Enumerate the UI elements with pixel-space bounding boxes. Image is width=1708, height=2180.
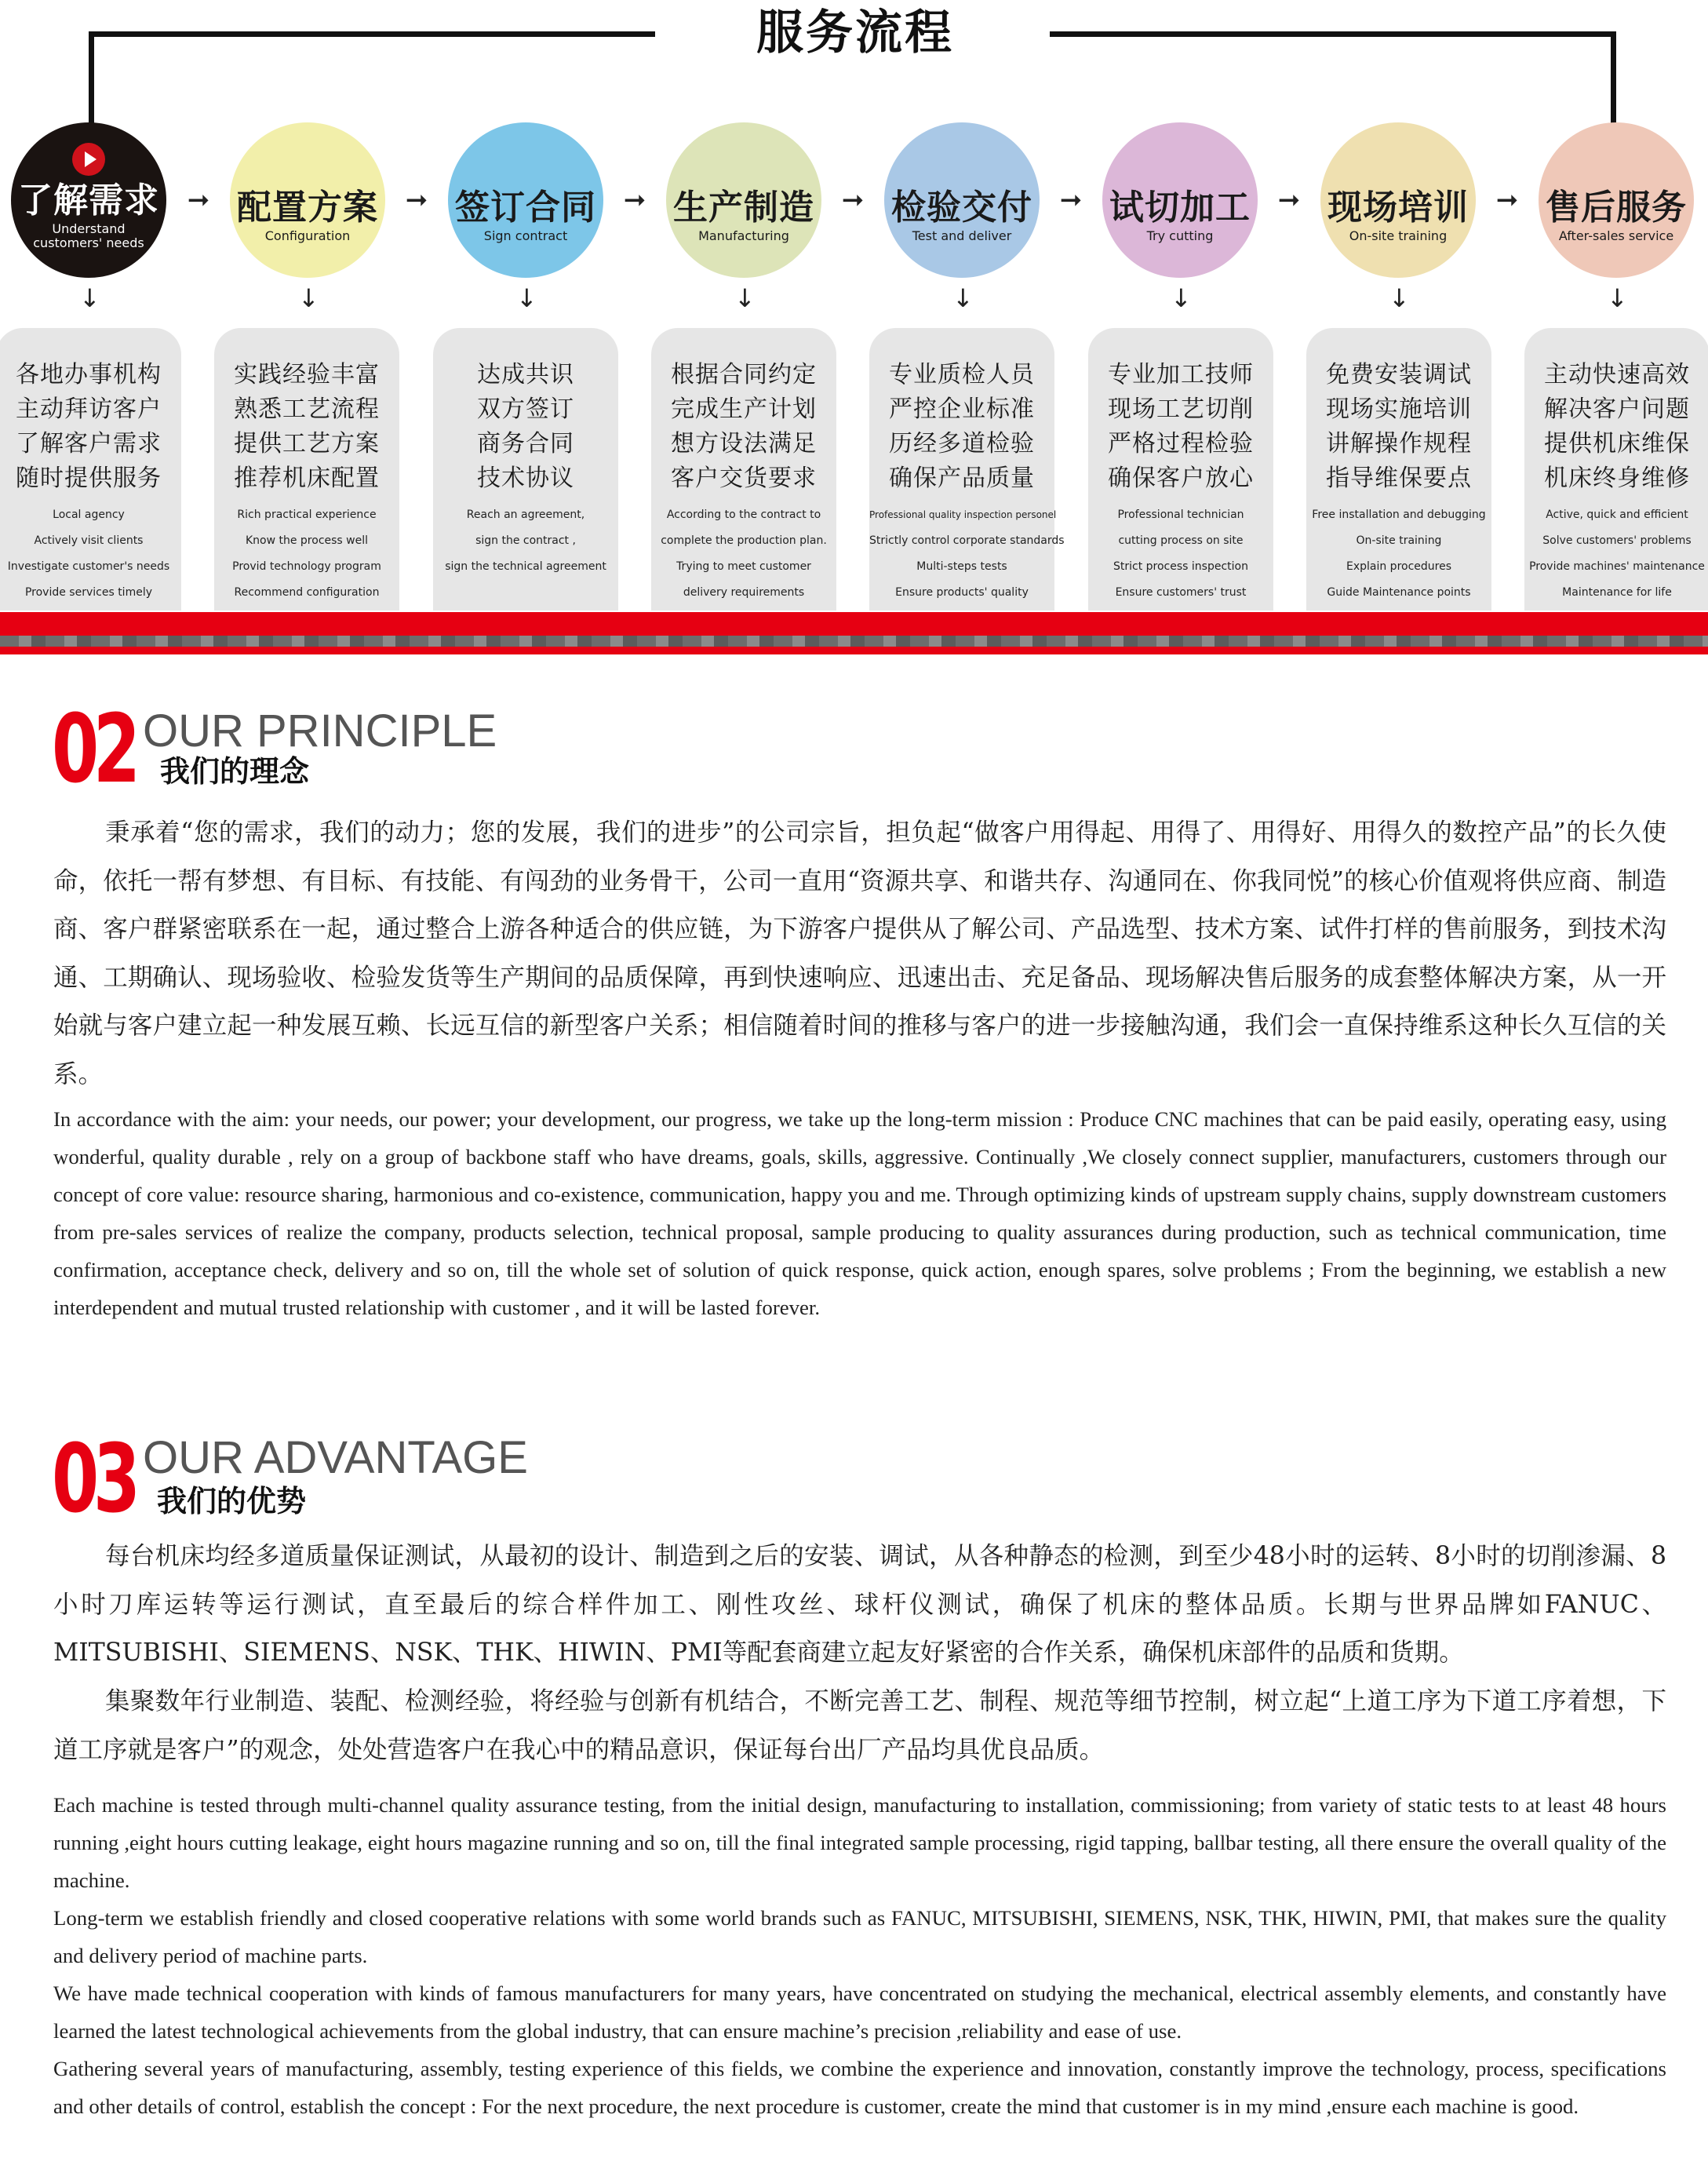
box-en-line: Professional quality inspection personel xyxy=(869,509,1057,520)
box-line: 商务合同 xyxy=(477,430,574,458)
section-title-zh: 我们的优势 xyxy=(157,1484,307,1518)
box-en-line: Active, quick and efficient xyxy=(1546,509,1688,521)
box-line: 提供工艺方案 xyxy=(234,430,380,458)
box-line: 专业加工技师 xyxy=(1108,361,1254,388)
box-line: 双方签订 xyxy=(477,396,574,423)
box-line: 了解客户需求 xyxy=(16,430,162,458)
step-box-sign-contract xyxy=(433,328,618,611)
box-line: 确保客户放心 xyxy=(1108,465,1254,492)
step-circle-configuration xyxy=(230,122,385,278)
box-en-line: sign the technical agreement xyxy=(445,560,606,573)
step-circle-onsite-training xyxy=(1320,122,1476,278)
box-line: 客户交货要求 xyxy=(671,465,817,492)
step-subtitle: Test and deliver xyxy=(912,228,1012,243)
arrow-down-icon: ↓ xyxy=(1171,283,1192,313)
box-en-line: Local agency xyxy=(53,509,125,521)
step-title: 生产制造 xyxy=(673,187,814,228)
advantage-text-zh-2: 集聚数年行业制造、装配、检测经验，将经验与创新有机结合，不断完善工艺、制程、规范等细节控制，树立起“上道工序为下道工序着想，下道工序就是客户”的观念，处处营造客户在我心中的精品意识，保证每台出厂产品均具优良品质。 xyxy=(53,1687,1666,1764)
box-en-line: delivery requirements xyxy=(683,586,805,599)
arrow-down-icon: ↓ xyxy=(1607,283,1628,313)
section-title-zh: 我们的理念 xyxy=(160,754,310,789)
step-title: 试切加工 xyxy=(1109,187,1251,228)
box-line: 指导维保要点 xyxy=(1326,465,1472,492)
box-line: 免费安装调试 xyxy=(1326,361,1472,388)
box-en-line: Ensure customers' trust xyxy=(1115,586,1247,599)
box-en-line: Actively visit clients xyxy=(34,534,144,547)
red-band-bottom xyxy=(0,647,1708,654)
box-line: 严格过程检验 xyxy=(1108,430,1254,458)
box-line: 现场工艺切削 xyxy=(1108,396,1254,423)
box-line: 实践经验丰富 xyxy=(234,361,380,388)
step-subtitle: Understand customers' needs xyxy=(33,221,144,251)
step-subtitle: Try cutting xyxy=(1146,228,1214,243)
step-circle-understand-needs xyxy=(11,122,166,278)
box-en-line: According to the contract to xyxy=(666,509,821,521)
box-line: 历经多道检验 xyxy=(889,430,1035,458)
step-box-understand-needs xyxy=(0,328,181,611)
arrow-down-icon: ↓ xyxy=(1389,283,1410,313)
arrow-right-icon: ➞ xyxy=(1277,184,1301,216)
section-number: 02 xyxy=(52,695,135,804)
step-circle-manufacturing xyxy=(666,122,821,278)
box-en-line: Maintenance for life xyxy=(1562,586,1672,599)
advantage-text-en-2: Long-term we establish friendly and closed cooperative relations with some world brands such as FANUC, MITSUBISHI, SIEMENS, NSK, THK, HIWIN, PMI, that makes sure the quality and delivery period of machine parts. xyxy=(53,1906,1666,1967)
section-title-en: OUR ADVANTAGE xyxy=(143,1432,528,1483)
box-en-line: Investigate customer's needs xyxy=(7,560,170,573)
box-line: 严控企业标准 xyxy=(889,396,1035,423)
step-subtitle: On-site training xyxy=(1349,228,1448,243)
arrow-right-icon: ➞ xyxy=(1059,184,1083,216)
advantage-text-en-3: We have made technical cooperation with kinds of famous manufacturers for many years, have concentrated on studying the mechanical, electrical assembly elements, and constantly have learned the latest technological achievements from the global industry, that can ensure machine’s precision ,reliability and ease of use. xyxy=(53,1981,1666,2043)
principle-text-en: In accordance with the aim: your needs, our power; your development, our progress, we take up the long-term mission : Produce CNC machines that can be paid easily, operating easy, using wonderful, quality durable , rely on a group of backbone staff who have dreams, goals, skills, aggressive. Continually ,We closely connect supplier, manufacturers, customers through our concept of core value: resource sharing, harmonious and co-existence, communication, happy you and me. Through optimizing kinds of upstream supply chains, supply downstream customers from pre-sales services of realize the company, products selection, technical proposal, sample producing to quality assurances during production, such as technical communication, time confirmation, acceptance check, delivery and so on, till the whole set of solution of quick response, quick action, enough spares, solve problems ; From the beginning, we establish a new interdependent and mutual trusted relationship with customer , and it will be lasted forever. xyxy=(53,1107,1666,1319)
header-line-left-vertical xyxy=(89,31,94,133)
box-en-line: Professional technician xyxy=(1117,509,1244,521)
step-box-test-deliver xyxy=(869,328,1065,611)
step-box-onsite-training xyxy=(1306,328,1491,611)
box-en-line: Recommend configuration xyxy=(234,586,380,599)
arrow-down-icon: ↓ xyxy=(952,283,974,313)
step-subtitle: Manufacturing xyxy=(698,228,789,243)
box-en-line: On-site training xyxy=(1356,534,1442,547)
step-title: 配置方案 xyxy=(237,187,378,228)
box-line: 技术协议 xyxy=(477,465,574,492)
header-line-left xyxy=(89,31,655,37)
gray-band xyxy=(0,636,1708,647)
step-title: 售后服务 xyxy=(1546,187,1687,228)
box-line: 讲解操作规程 xyxy=(1326,430,1472,458)
box-line: 提供机床维保 xyxy=(1544,430,1690,458)
arrow-down-icon: ↓ xyxy=(734,283,756,313)
box-en-line: Free installation and debugging xyxy=(1312,509,1486,521)
box-en-line: Explain procedures xyxy=(1346,560,1452,573)
step-subtitle: Sign contract xyxy=(483,228,568,243)
section-number: 03 xyxy=(52,1425,135,1534)
step-title: 签订合同 xyxy=(455,187,596,228)
box-line: 完成生产计划 xyxy=(671,396,817,423)
box-en-line: Provide services timely xyxy=(24,586,153,599)
box-line: 熟悉工艺流程 xyxy=(234,396,380,423)
play-icon xyxy=(72,143,105,176)
principle-text-zh: 秉承着“您的需求，我们的动力；您的发展，我们的进步”的公司宗旨，担负起“做客户用得起、用得了、用得好、用得久的数控产品”的长久使命，依托一帮有梦想、有目标、有技能、有闯劲的业务骨干，公司一直用“资源共享、和谐共存、沟通同在、你我同悦”的核心价值观将供应商、制造商、客户群紧密联系在一起，通过整合上游各种适合的供应链，为下游客户提供从了解公司、产品选型、技术方案、试件打样的售前服务，到技术沟通、工期确认、现场验收、检验发货等生产期间的品质保障，再到快速响应、迅速出击、充足备品、现场解决售后服务的成套整体解决方案，从一开始就与客户建立起一种发展互赖、长远互信的新型客户关系；相信随着时间的推移与客户的进一步接触沟通，我们会一直保持维系这种长久互信的关系。 xyxy=(53,818,1666,1088)
page-title: 服务流程 xyxy=(756,5,954,60)
header-line-right-vertical xyxy=(1611,31,1616,133)
box-line: 解决客户问题 xyxy=(1544,396,1690,423)
step-box-after-sales xyxy=(1524,328,1708,611)
box-en-line: Know the process well xyxy=(245,534,369,547)
box-line: 机床终身维修 xyxy=(1544,465,1690,492)
red-band xyxy=(0,612,1708,636)
arrow-right-icon: ➞ xyxy=(841,184,865,216)
box-en-line: sign the contract , xyxy=(475,534,576,547)
box-line: 达成共识 xyxy=(477,361,574,388)
section-title-en: OUR PRINCIPLE xyxy=(143,705,497,756)
box-en-line: Rich practical experience xyxy=(237,509,377,521)
box-en-line: Trying to meet customer xyxy=(676,560,811,573)
box-en-line: complete the production plan. xyxy=(661,534,827,547)
step-subtitle: Configuration xyxy=(264,228,351,243)
box-en-line: Guide Maintenance points xyxy=(1327,586,1471,599)
box-en-line: cutting process on site xyxy=(1118,534,1244,547)
header-line-right xyxy=(1050,31,1616,37)
step-title: 现场培训 xyxy=(1327,187,1469,228)
arrow-right-icon: ➞ xyxy=(623,184,646,216)
box-en-line: Ensure products' quality xyxy=(895,586,1029,599)
arrow-right-icon: ➞ xyxy=(405,184,428,216)
step-title: 了解需求 xyxy=(18,180,159,221)
box-en-line: Strictly control corporate standards xyxy=(869,534,1065,547)
advantage-text-zh-1: 每台机床均经多道质量保证测试，从最初的设计、制造到之后的安装、调试，从各种静态的检测，到至少48小时的运转、8小时的切削渗漏、8小时刀库运转等运行测试，直至最后的综合样件加工、刚性攻丝、球杆仪测试，确保了机床的整体品质。长期与世界品牌如FANUC、MITSUBISHI、SIEMENS、NSK、THK、HIWIN、PMI等配套商建立起友好紧密的合作关系，确保机床部件的品质和货期。 xyxy=(53,1542,1666,1667)
box-en-line: Provid technology program xyxy=(232,560,381,573)
arrow-down-icon: ↓ xyxy=(298,283,319,313)
box-en-line: Solve customers' problems xyxy=(1542,534,1692,547)
step-circle-sign-contract xyxy=(448,122,603,278)
step-box-configuration xyxy=(214,328,399,611)
step-circle-test-deliver xyxy=(884,122,1040,278)
box-line: 现场实施培训 xyxy=(1326,396,1472,423)
advantage-text-en-1: Each machine is tested through multi-channel quality assurance testing, from the initial design, manufacturing to installation, commissioning; from variety of static tests to at least 48 hours running ,eight hours cutting leakage, eight hours magazine running and so on, till the final integrated sample processing, rigid tapping, ballbar testing, all there ensure the overall quality of the machine. xyxy=(53,1793,1666,1892)
box-en-line: Strict process inspection xyxy=(1113,560,1248,573)
box-line: 主动快速高效 xyxy=(1544,361,1690,388)
step-box-manufacturing xyxy=(651,328,836,611)
arrow-down-icon: ↓ xyxy=(79,283,100,313)
arrow-right-icon: ➞ xyxy=(1495,184,1519,216)
box-en-line: Reach an agreement, xyxy=(466,509,585,521)
box-line: 根据合同约定 xyxy=(671,361,817,388)
box-line: 主动拜访客户 xyxy=(16,396,162,423)
arrow-right-icon: ➞ xyxy=(187,184,210,216)
box-line: 专业质检人员 xyxy=(889,361,1035,388)
box-en-line: Multi-steps tests xyxy=(916,560,1007,573)
box-line: 想方设法满足 xyxy=(671,430,817,458)
step-title: 检验交付 xyxy=(891,187,1032,228)
box-line: 推荐机床配置 xyxy=(234,465,380,492)
advantage-text-en-4: Gathering several years of manufacturing, assembly, testing experience of this fields, we combine the experience and innovation, constantly improve the technology, process, specifications and other details of control, establish the concept : For the next procedure, the next procedure is customer, create the mind that customer is in my mind ,ensure each machine is good. xyxy=(53,2057,1666,2118)
step-circle-after-sales xyxy=(1539,122,1694,278)
step-circle-try-cutting xyxy=(1102,122,1258,278)
box-line: 各地办事机构 xyxy=(16,361,162,388)
box-en-line: Provide machines' maintenance xyxy=(1529,560,1705,573)
arrow-down-icon: ↓ xyxy=(516,283,537,313)
box-line: 随时提供服务 xyxy=(16,465,162,492)
box-line: 确保产品质量 xyxy=(889,465,1035,492)
step-box-try-cutting xyxy=(1088,328,1273,611)
step-subtitle: After-sales service xyxy=(1558,228,1674,243)
